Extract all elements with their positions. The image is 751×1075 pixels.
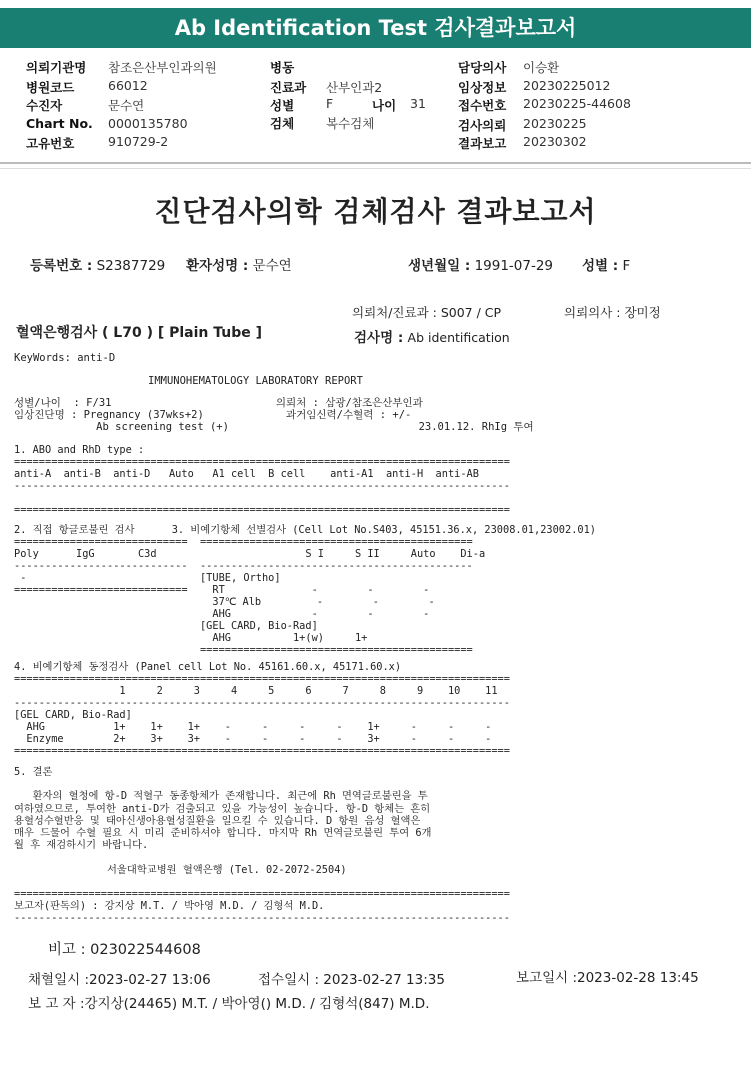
patient-name-line <box>186 254 292 274</box>
sex-value: F <box>326 96 334 111</box>
report-sex-label: 성별 : <box>582 258 619 274</box>
patient-info-block: 성별/나이 : F/31 의뢰처 : 삼광/참조은산부인과 임상진단명 : Pregnancy (37wks+2) 과거임신력/수혈력 : +/- Ab screening test (+) 23.01.12. RhIg 투여 <box>14 397 534 433</box>
institution-label: 의뢰기관명 <box>26 60 87 75</box>
result-date-label: 결과보고 <box>458 136 507 151</box>
unique-no-label: 고유번호 <box>26 136 75 151</box>
doctor-value: 이승환 <box>523 60 560 75</box>
hospital-code-label: 병원코드 <box>26 80 75 95</box>
test-name-value: Ab identification <box>407 330 510 345</box>
age-label: 나이 <box>372 98 397 113</box>
dat-screening-section: 2. 직접 항글로불린 검사 3. 비예기항체 선별검사 (Cell Lot No.S403, 45151.36.x, 23008.01,23002.01) ============================ ============================================ Poly IgG C3d S I S II Auto Di-a ---------------------------- -------------------------------------------- - [TUBE, Ortho] ============================ RT - - - 37℃ Alb - - - AHG - - - [GEL CARD, Bio-Rad] AHG 1+(w) 1+ ============================================ <box>14 524 596 656</box>
specimen-label: 검체 <box>270 116 295 131</box>
sex-label: 성별 <box>270 98 295 113</box>
unique-no-value: 910729-2 <box>108 134 169 149</box>
dob-label: 생년월일 : <box>408 258 471 274</box>
report-banner: Ab Identification Test 검사결과보고서 <box>0 8 751 48</box>
header-info <box>0 0 751 160</box>
registration-label: 등록번호 : <box>30 258 93 274</box>
chart-no-value: 0000135780 <box>108 116 188 131</box>
receipt-no-label: 접수번호 <box>458 98 507 113</box>
registration-value: S2387729 <box>96 258 166 274</box>
lab-report-title: IMMUNOHEMATOLOGY LABORATORY REPORT <box>148 375 363 387</box>
blood-bank-test-title: 혈액은행검사 ( L70 ) [ Plain Tube ] <box>16 325 263 341</box>
collection-time: 채혈일시 :2023-02-27 13:06 <box>28 972 211 988</box>
patient-value: 문수연 <box>108 98 145 113</box>
header-divider-thin <box>0 168 751 169</box>
keywords: KeyWords: anti-D <box>14 352 116 364</box>
patient-name-label: 환자성명 : <box>186 258 249 274</box>
report-sex-line <box>582 254 630 274</box>
reporter-line: 보 고 자 :강지상(24465) M.T. / 박아영() M.D. / 김형석(847) M.D. <box>28 996 430 1012</box>
panel-identification-section: 4. 비예기항체 동정검사 (Panel cell Lot No. 45161.60.x, 45171.60.x) ================================================================================ 1 2 3 4 5 6 7 8 9 10 11 -------------------------------------------------------------------------------- [GEL CARD, Bio-Rad] AHG 1+ 1+ 1+ - - - - 1+ - - - Enzyme 2+ 3+ 3+ - - - - 3+ - - - ================================================================================ <box>14 661 510 757</box>
doctor-label: 담당의사 <box>458 60 507 75</box>
dob-line <box>408 254 553 274</box>
age-value: 31 <box>410 96 426 111</box>
clinical-info-label: 임상정보 <box>458 80 507 95</box>
registration-line <box>30 254 165 274</box>
chart-no-label: Chart No. <box>26 116 93 131</box>
department-value: 산부인과2 <box>326 80 383 95</box>
patient-label: 수진자 <box>26 98 63 113</box>
abo-rhd-section: 1. ABO and RhD type : ================================================================================ anti-A anti-B anti-D Auto A1 cell B cell anti-A1 anti-H anti-AB -------------------------------------------------------------------------------- ================================================================================ <box>14 444 510 516</box>
note-line <box>48 938 201 959</box>
report-time: 보고일시 :2023-02-28 13:45 <box>516 970 699 986</box>
dob-value: 1991-07-29 <box>474 258 554 274</box>
test-name-line <box>354 326 510 346</box>
header-divider <box>0 162 751 164</box>
request-date-label: 검사의뢰 <box>458 118 507 133</box>
institution-value: 참조은산부인과의원 <box>108 60 217 75</box>
specimen-value: 복수검체 <box>326 116 375 131</box>
receipt-no-value: 20230225-44608 <box>523 96 631 111</box>
note-value: 023022544608 <box>90 942 201 958</box>
request-date-value: 20230225 <box>523 116 587 131</box>
clinical-info-value: 20230225012 <box>523 78 611 93</box>
conclusion-section: 5. 결론 환자의 혈청에 항-D 적혈구 동종항체가 존재합니다. 최근에 Rh 면역글로불린을 투 여하였으므로, 투여한 anti-D가 검출되고 있을 가능성이 높습니다. 항-D 항체는 흔히 용혈성수혈반응 및 태아신생아용혈성질환을 일으킬 수 있습니다. D 항원 음성 혈액은 매우 드물어 수혈 필요 시 미리 준비하셔야 합니다. 마지막 Rh 면역글로불린 투여 6개 월 후 재검하시기 바랍니다. 서울대학교병원 혈액은행 (Tel. 02-2072-2504) ================================================================================ 보고자(판독의) : 강지상 M.T. / 박아영 M.D. / 김형석 M.D. -------------------------------------------------------------------------------- <box>14 766 510 925</box>
result-date-value: 20230302 <box>523 134 587 149</box>
department-label: 진료과 <box>270 80 307 95</box>
ward-label: 병동 <box>270 60 295 75</box>
referral-physician: 의뢰의사 : 장미정 <box>564 305 661 320</box>
referral-department: 의뢰처/진료과 : S007 / CP <box>352 305 502 320</box>
note-label: 비고 : <box>48 942 86 958</box>
patient-name-value: 문수연 <box>252 258 292 274</box>
report-sex-value: F <box>622 258 631 274</box>
report-title: 진단검사의학 검체검사 결과보고서 <box>154 195 597 228</box>
receipt-time: 접수일시 : 2023-02-27 13:35 <box>258 972 445 988</box>
test-name-label: 검사명 : <box>354 330 404 346</box>
hospital-code-value: 66012 <box>108 78 148 93</box>
